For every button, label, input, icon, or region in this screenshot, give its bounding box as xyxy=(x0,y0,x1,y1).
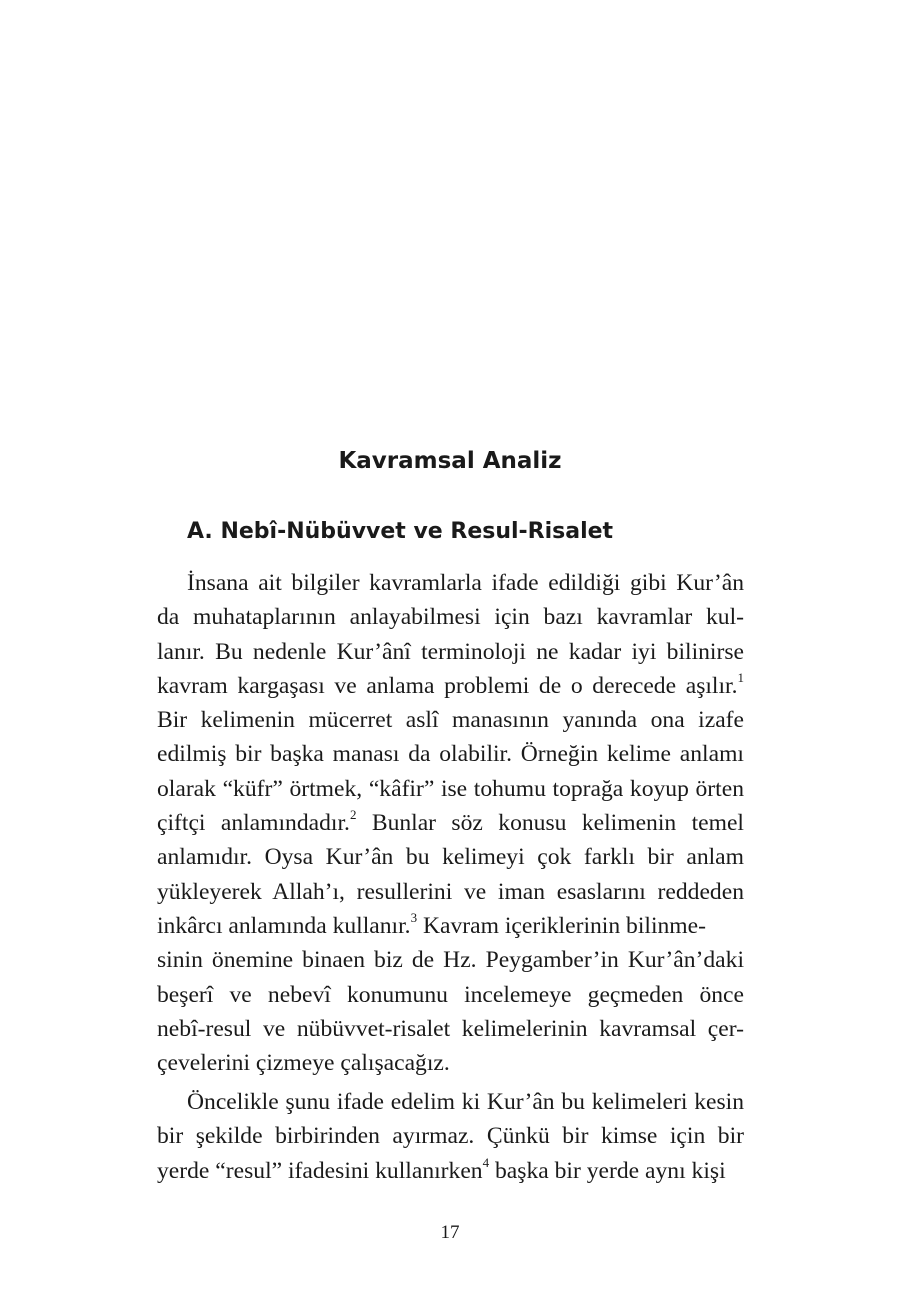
text-line: bir şekilde birbirinden ayırmaz. Çünkü bir kimse için bir xyxy=(157,1123,744,1150)
text-line: yükleyerek Allah’ı, resullerini ve iman esaslarını reddeden xyxy=(157,878,744,905)
text-segment: Bunlar söz konusu kelimenin temel xyxy=(356,810,744,837)
text-line: Öncelikle şunu ifade edelim ki Kur’ân bu kelimeleri kesin xyxy=(187,1089,744,1115)
paragraph-1 xyxy=(157,566,744,1080)
text-line: İnsana ait bilgiler kavramlarla ifade edildiği gibi Kur’ân xyxy=(187,570,744,596)
text-segment: inkârcı anlamında kullanır. xyxy=(157,912,411,939)
text-segment: yerde “resul” ifadesini kullanırken xyxy=(157,1157,483,1184)
text-line xyxy=(157,1154,744,1188)
text-line: lanır. Bu nedenle Kur’ânî terminoloji ne kadar iyi bilinirse xyxy=(157,638,744,665)
text-line: nebî-resul ve nübüvvet-risalet kelimelerinin kavramsal çer- xyxy=(157,1015,744,1042)
text-line: çevelerini çizmeye çalışacağız. xyxy=(157,1050,450,1077)
page-number: 17 xyxy=(440,1222,460,1243)
text-line xyxy=(157,909,744,943)
text-line xyxy=(157,669,744,703)
text-line xyxy=(157,806,744,840)
footnote-ref: 2 xyxy=(349,807,357,823)
footnote-ref: 4 xyxy=(482,1154,490,1170)
text-segment: kavram kargaşası ve anlama problemi de o derecede aşılır. xyxy=(157,672,738,699)
chapter-title: Kavramsal Analiz xyxy=(338,448,562,474)
footnote-ref: 1 xyxy=(737,670,744,686)
text-line: da muhataplarının anlayabilmesi için bazı kavramlar kul- xyxy=(157,604,744,631)
text-line: edilmiş bir başka manası da olabilir. Örneğin kelime anlamı xyxy=(157,741,744,768)
text-line: olarak “küfr” örtmek, “kâfir” ise tohumu toprağa koyup örten xyxy=(157,775,744,802)
text-line: Bir kelimenin mücerret aslî manasının yanında ona izafe xyxy=(157,707,744,734)
paragraph-2 xyxy=(157,1085,744,1188)
text-line: beşerî ve nebevî konumunu incelemeye geçmeden önce xyxy=(157,981,744,1008)
text-segment: Kavram içeriklerinin bilinme- xyxy=(417,912,706,939)
text-segment: çiftçi anlamındadır. xyxy=(157,810,350,837)
text-line: sinin önemine binaen biz de Hz. Peygamber’in Kur’ân’daki xyxy=(157,947,744,974)
section-heading: A. Nebî-Nübüvvet ve Resul-Risalet xyxy=(187,519,614,544)
footnote-ref: 3 xyxy=(410,910,418,926)
text-line: anlamıdır. Oysa Kur’ân bu kelimeyi çok farklı bir anlam xyxy=(157,844,744,871)
text-segment: başka bir yerde aynı kişi xyxy=(489,1157,726,1184)
